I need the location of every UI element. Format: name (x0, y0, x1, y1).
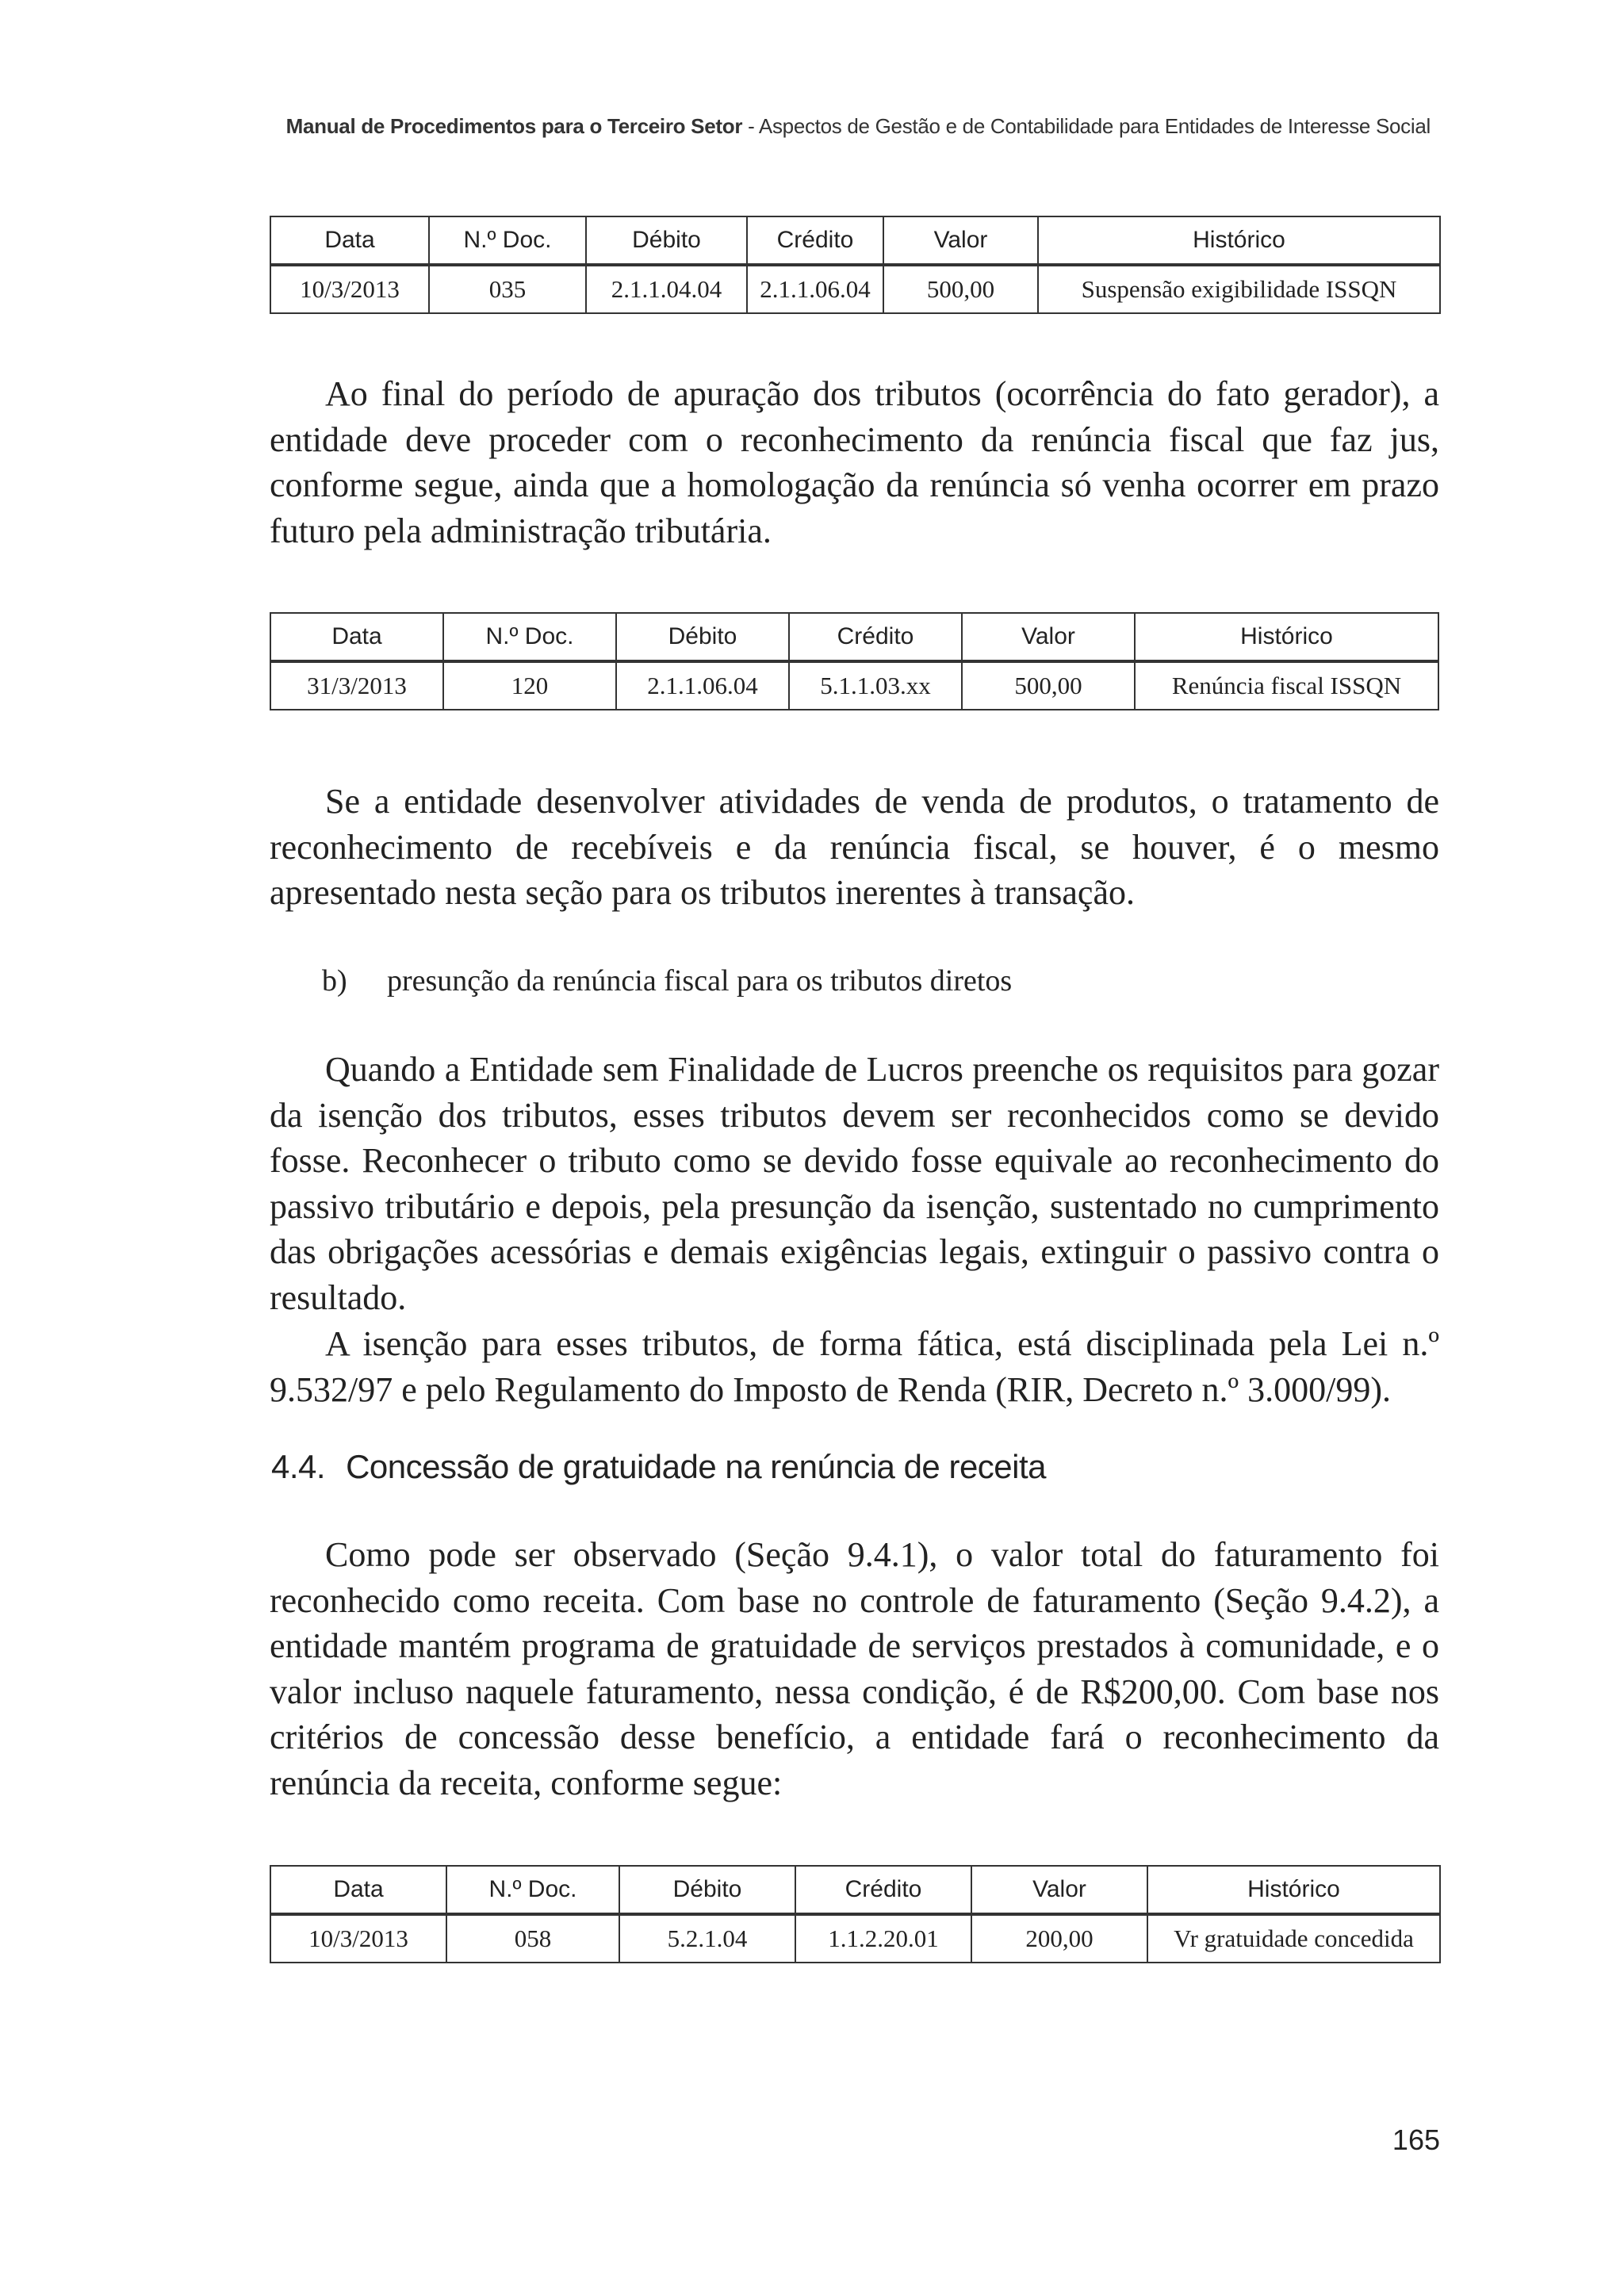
cell-doc-number: 120 (443, 661, 616, 710)
cell-debit: 2.1.1.06.04 (616, 661, 789, 710)
book-title: Manual de Procedimentos para o Terceiro Setor (285, 114, 743, 138)
section-title: Concessão de gratuidade na renúncia de receita (346, 1448, 1047, 1485)
journal-entry-table-3 (270, 1865, 1441, 1963)
cell-doc-number: 058 (446, 1914, 619, 1963)
paragraph-2: Se a entidade desenvolver atividades de venda de produtos, o tratamento de reconhecimento de recebíveis e da renúncia fiscal, se houver, é o mesmo apresentado nesta seção para os tributos inerentes à transação. (270, 782, 1439, 913)
cell-history: Suspensão exigibilidade ISSQN (1038, 265, 1440, 313)
running-header (286, 114, 1431, 139)
list-item-text: presunção da renúncia fiscal para os tributos diretos (387, 964, 1013, 998)
cell-history: Vr gratuidade concedida (1147, 1914, 1440, 1963)
column-header-date: Data (270, 1866, 446, 1914)
cell-debit: 5.2.1.04 (619, 1914, 795, 1963)
column-header-debit: Débito (619, 1866, 795, 1914)
list-item-b (322, 961, 1012, 1001)
cell-debit: 2.1.1.04.04 (586, 265, 747, 313)
column-header-value: Valor (962, 613, 1135, 661)
column-header-value: Valor (971, 1866, 1147, 1914)
book-subtitle: Aspectos de Gestão e de Contabilidade para Entidades de Interesse Social (758, 114, 1431, 138)
column-header-credit: Crédito (795, 1866, 971, 1914)
column-header-history: Histórico (1038, 216, 1440, 265)
table-header-row (270, 613, 1438, 661)
table-header-row (270, 216, 1440, 265)
column-header-doc-number: N.º Doc. (446, 1866, 619, 1914)
cell-date: 10/3/2013 (270, 1914, 446, 1963)
column-header-credit: Crédito (789, 613, 962, 661)
column-header-history: Histórico (1135, 613, 1438, 661)
journal-entry-table-2 (270, 612, 1439, 710)
column-header-date: Data (270, 216, 429, 265)
header-separator: - (742, 114, 759, 138)
cell-credit: 5.1.1.03.xx (789, 661, 962, 710)
list-marker: b) (322, 964, 347, 998)
cell-value: 500,00 (883, 265, 1038, 313)
table-header-row (270, 1866, 1440, 1914)
cell-credit: 2.1.1.06.04 (747, 265, 883, 313)
paragraph-4: A isenção para esses tributos, de forma fática, está disciplinada pela Lei n.º 9.532/97 e pelo Regulamento do Imposto de Renda (RIR, Decreto n.º 3.000/99). (270, 1324, 1439, 1409)
cell-value: 500,00 (962, 661, 1135, 710)
paragraph-1: Ao final do período de apuração dos tributos (ocorrência do fato gerador), a entidade deve proceder com o reconhecimento da renúncia fiscal que faz jus, conforme segue, ainda que a homologação da renúncia só venha ocorrer em prazo futuro pela administração tributária. (270, 374, 1439, 550)
section-number: 4.4. (271, 1448, 326, 1485)
table-row (270, 1914, 1440, 1963)
table-row (270, 265, 1440, 313)
cell-date: 31/3/2013 (270, 661, 443, 710)
cell-date: 10/3/2013 (270, 265, 429, 313)
cell-value: 200,00 (971, 1914, 1147, 1963)
cell-doc-number: 035 (429, 265, 586, 313)
paragraph-3: Quando a Entidade sem Finalidade de Lucros preenche os requisitos para gozar da isenção dos tributos, esses tributos devem ser reconhecidos como se devido fosse. Reconhecer o tributo como se devido fosse equivale ao reconhecimento do passivo tributário e depois, pela presunção da isenção, sustentado no cumprimento das obrigações acessórias e demais exigências legais, extinguir o passivo contra o resultado. (270, 1050, 1439, 1317)
column-header-history: Histórico (1147, 1866, 1440, 1914)
column-header-debit: Débito (586, 216, 747, 265)
page-number: 165 (1392, 2124, 1440, 2156)
column-header-credit: Crédito (747, 216, 883, 265)
table-row (270, 661, 1438, 710)
paragraph-5: Como pode ser observado (Seção 9.4.1), o valor total do faturamento foi reconhecido como receita. Com base no controle de faturamento (Seção 9.4.2), a entidade mantém programa de gratuidade de serviços prestados à comunidade, e o valor incluso naquele faturamento, nessa condição, é de R$200,00. Com base nos critérios de concessão desse benefício, a entidade fará o reconhecimento da renúncia da receita, conforme segue: (270, 1535, 1439, 1802)
section-heading (271, 1448, 1046, 1486)
column-header-doc-number: N.º Doc. (443, 613, 616, 661)
column-header-value: Valor (883, 216, 1038, 265)
journal-entry-table-1 (270, 216, 1441, 314)
column-header-doc-number: N.º Doc. (429, 216, 586, 265)
cell-credit: 1.1.2.20.01 (795, 1914, 971, 1963)
cell-history: Renúncia fiscal ISSQN (1135, 661, 1438, 710)
column-header-debit: Débito (616, 613, 789, 661)
column-header-date: Data (270, 613, 443, 661)
